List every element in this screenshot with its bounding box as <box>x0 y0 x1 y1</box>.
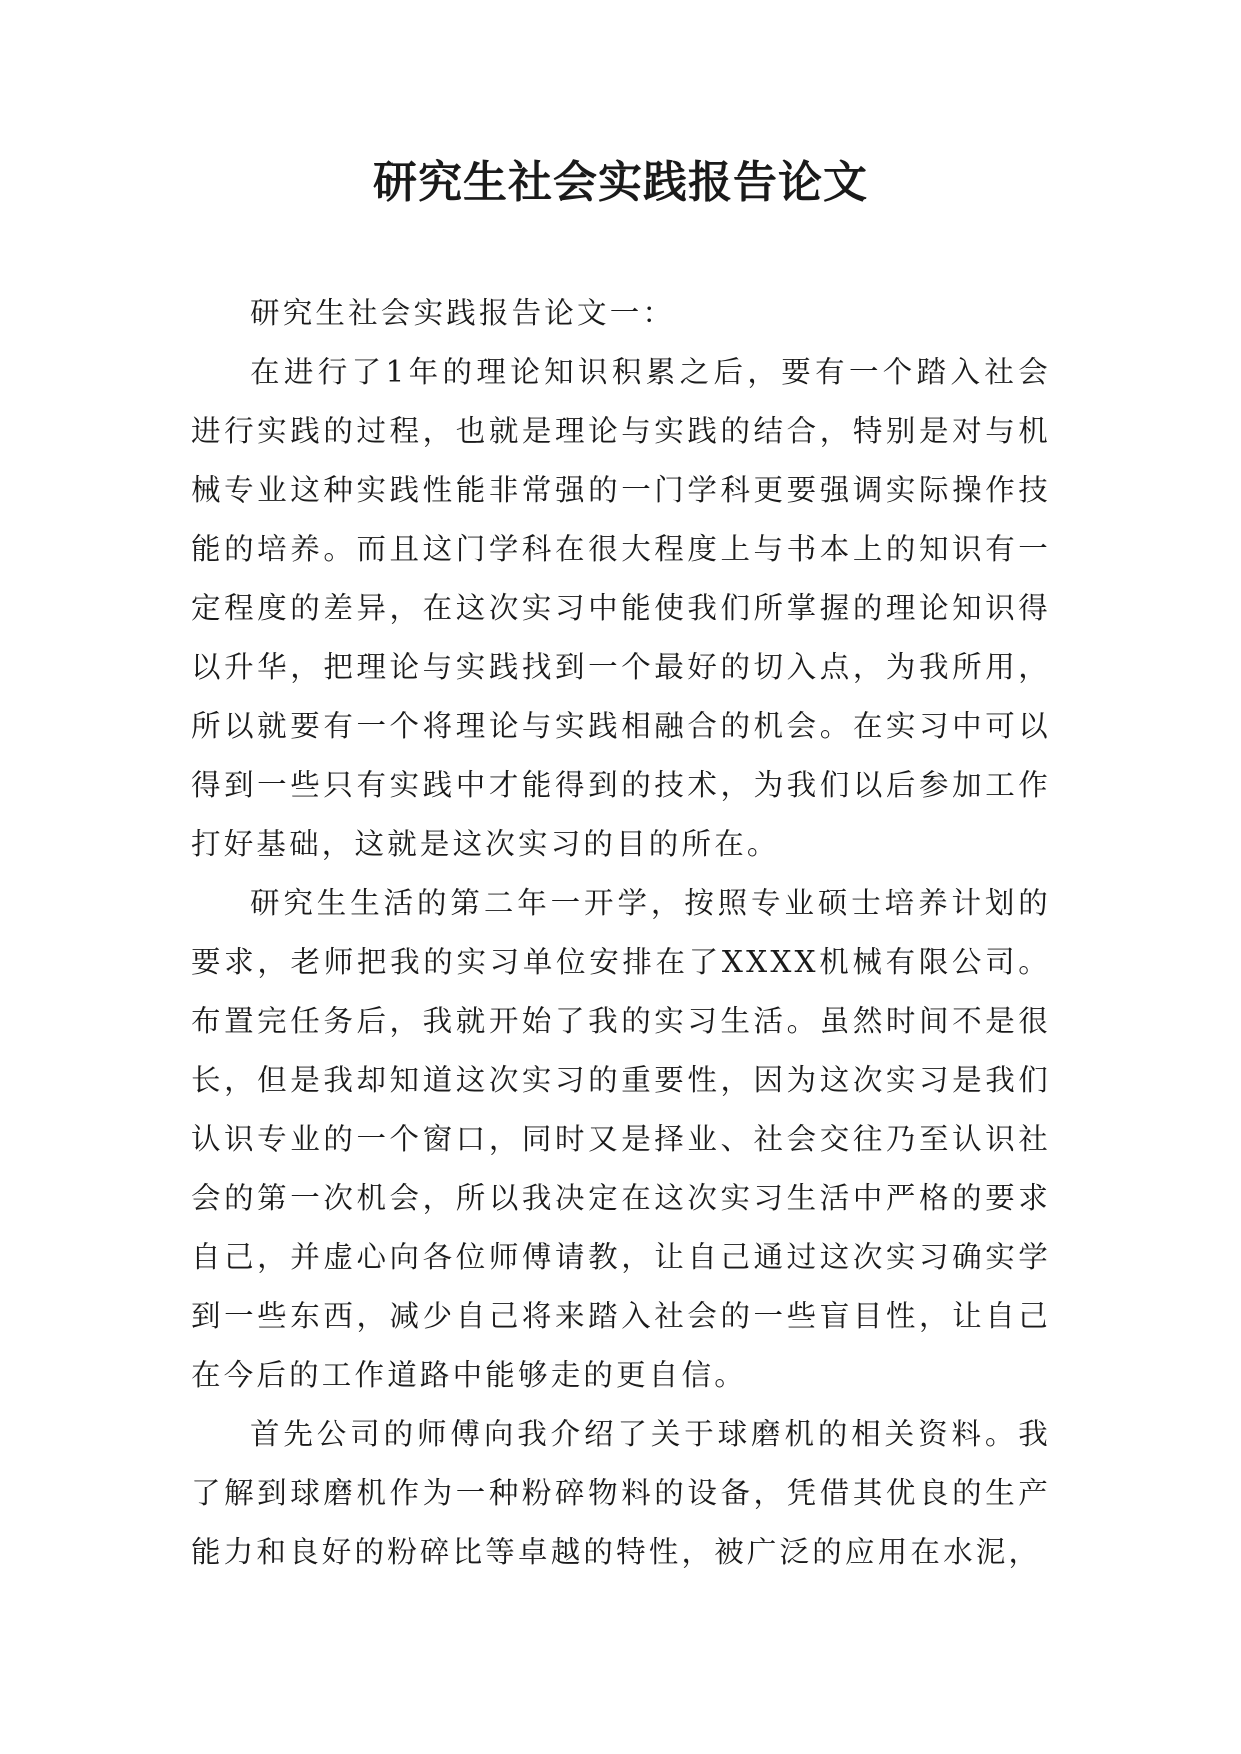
document-body <box>191 284 1051 1582</box>
document-title: 研究生社会实践报告论文 <box>373 157 868 208</box>
paragraph: 研究生生活的第二年一开学，按照专业硕士培养计划的要求，老师把我的实习单位安排在了XXXX机械有限公司。布置完任务后，我就开始了我的实习生活。虽然时间不是很长，但是我却知道这次实习的重要性，因为这次实习是我们认识专业的一个窗口，同时又是择业、社会交往乃至认识社会的第一次机会，所以我决定在这次实习生活中严格的要求自己，并虚心向各位师傅请教，让自己通过这次实习确实学到一些东西，减少自己将来踏入社会的一些盲目性，让自己在今后的工作道路中能够走的更自信。 <box>191 886 1051 1392</box>
paragraph: 首先公司的师傅向我介绍了关于球磨机的相关资料。我了解到球磨机作为一种粉碎物料的设备，凭借其优良的生产能力和良好的粉碎比等卓越的特性，被广泛的应用在水泥， <box>191 1417 1051 1569</box>
paragraph: 在进行了1年的理论知识积累之后，要有一个踏入社会进行实践的过程，也就是理论与实践的结合，特别是对与机械专业这种实践性能非常强的一门学科更要强调实际操作技能的培养。而且这门学科在很大程度上与书本上的知识有一定程度的差异，在这次实习中能使我们所掌握的理论知识得以升华，把理论与实践找到一个最好的切入点，为我所用，所以就要有一个将理论与实践相融合的机会。在实习中可以得到一些只有实践中才能得到的技术，为我们以后参加工作打好基础，这就是这次实习的目的所在。 <box>191 355 1051 861</box>
paragraph-heading: 研究生社会实践报告论文一： <box>250 296 676 330</box>
